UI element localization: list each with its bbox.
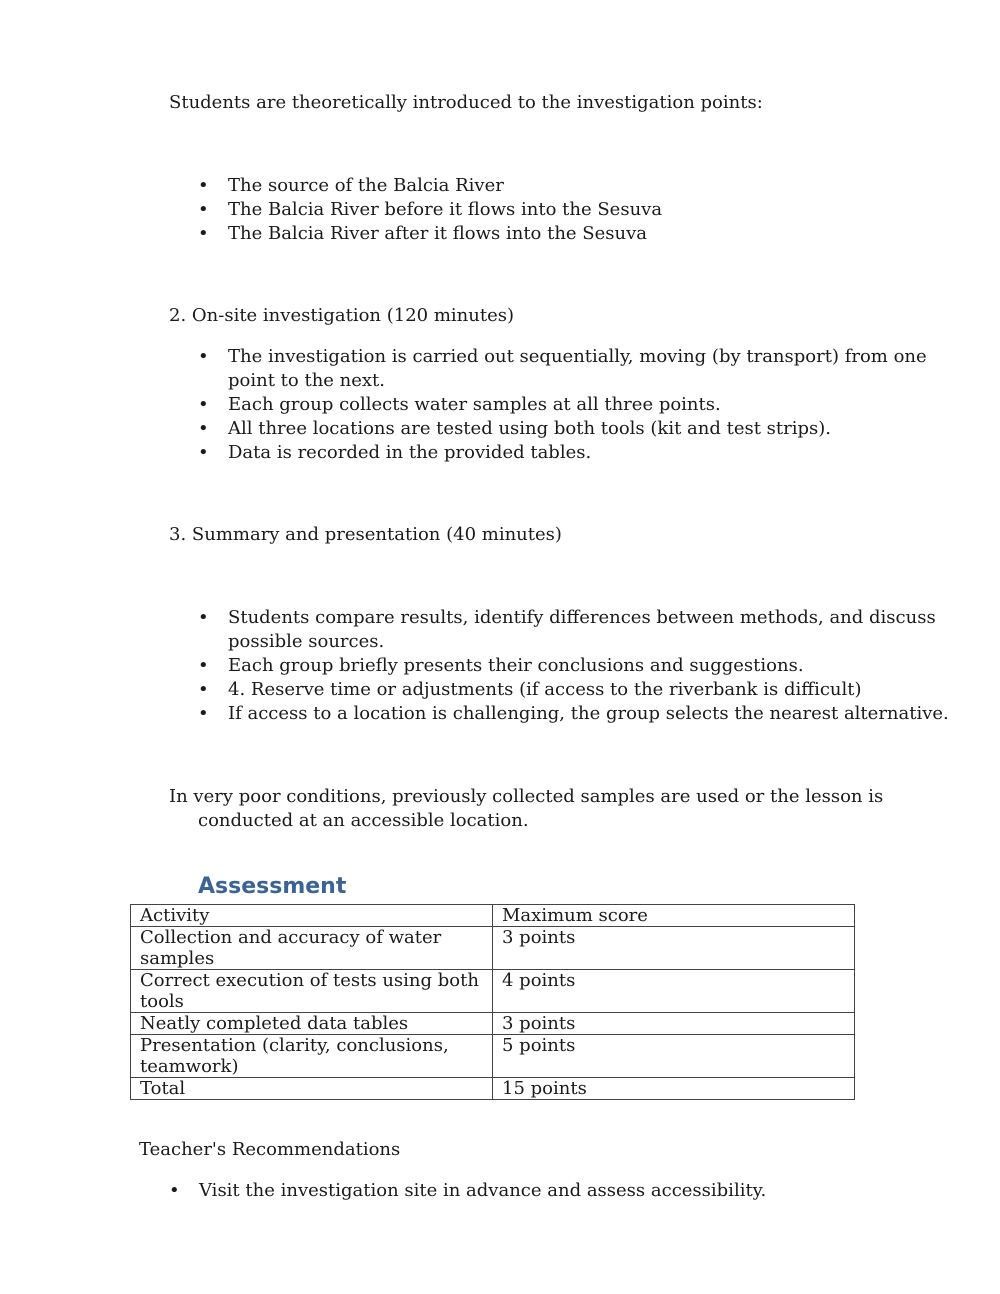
- activity-cell: Correct execution of tests using both tools: [131, 970, 493, 1013]
- list-item-text: Students compare results, identify differences between methods, and discuss possible sources.: [228, 607, 936, 652]
- bullet-icon: •: [169, 1180, 180, 1201]
- poor-conditions-line-1: In very poor conditions, previously collected samples are used or the lesson is: [169, 786, 884, 807]
- table-row: [131, 1078, 855, 1100]
- list-item: [169, 1179, 929, 1203]
- score-cell: 3 points: [493, 1013, 855, 1035]
- list-item: [198, 174, 958, 198]
- list-item: [198, 222, 958, 246]
- poor-conditions-paragraph: [169, 785, 929, 833]
- bullet-icon: •: [198, 223, 209, 244]
- list-item: [198, 345, 958, 393]
- list-item: [198, 702, 958, 726]
- table-row: [131, 1013, 855, 1035]
- bullet-icon: •: [198, 679, 209, 700]
- score-cell: 5 points: [493, 1035, 855, 1078]
- table-row: [131, 1035, 855, 1078]
- bullet-icon: •: [198, 418, 209, 439]
- list-item: [198, 678, 958, 702]
- list-item-text: Visit the investigation site in advance and assess accessibility.: [199, 1180, 767, 1201]
- table-header-cell: Maximum score: [493, 905, 855, 927]
- table-header-cell: Activity: [131, 905, 493, 927]
- list-item-text: 4. Reserve time or adjustments (if access to the riverbank is difficult): [228, 679, 862, 700]
- score-cell: 3 points: [493, 927, 855, 970]
- bullet-icon: •: [198, 175, 209, 196]
- score-cell: 4 points: [493, 970, 855, 1013]
- list-item-text: The Balcia River before it flows into the Sesuva: [228, 199, 663, 220]
- activity-cell: Collection and accuracy of water samples: [131, 927, 493, 970]
- activity-cell: Total: [131, 1078, 493, 1100]
- section-2-list: [198, 345, 958, 465]
- list-item-text: Data is recorded in the provided tables.: [228, 442, 592, 463]
- poor-conditions-line-2: conducted at an accessible location.: [198, 810, 529, 831]
- assessment-heading: Assessment: [198, 874, 347, 899]
- intro-paragraph: Students are theoretically introduced to the investigation points:: [169, 92, 763, 113]
- list-item: [198, 441, 958, 465]
- investigation-points-list: [198, 174, 958, 246]
- bullet-icon: •: [198, 703, 209, 724]
- score-cell: 15 points: [493, 1078, 855, 1100]
- bullet-icon: •: [198, 607, 209, 628]
- activity-cell: Presentation (clarity, conclusions, teamwork): [131, 1035, 493, 1078]
- section-3-title: 3. Summary and presentation (40 minutes): [169, 524, 562, 545]
- list-item-text: The Balcia River after it flows into the Sesuva: [228, 223, 648, 244]
- list-item: [198, 654, 958, 678]
- list-item-text: If access to a location is challenging, the group selects the nearest alternative.: [228, 703, 949, 724]
- list-item-text: All three locations are tested using both tools (kit and test strips).: [228, 418, 832, 439]
- table-header-row: [131, 905, 855, 927]
- section-2-title: 2. On-site investigation (120 minutes): [169, 305, 514, 326]
- table-row: [131, 970, 855, 1013]
- recommendations-list: [169, 1179, 929, 1203]
- list-item: [198, 606, 958, 654]
- list-item-text: The source of the Balcia River: [228, 175, 504, 196]
- bullet-icon: •: [198, 442, 209, 463]
- list-item-text: The investigation is carried out sequentially, moving (by transport) from one point to the next.: [228, 346, 927, 391]
- recommendations-title: Teacher's Recommendations: [139, 1139, 401, 1160]
- bullet-icon: •: [198, 394, 209, 415]
- bullet-icon: •: [198, 199, 209, 220]
- list-item-text: Each group briefly presents their conclusions and suggestions.: [228, 655, 804, 676]
- section-3-list: [198, 606, 958, 726]
- activity-cell: Neatly completed data tables: [131, 1013, 493, 1035]
- list-item: [198, 417, 958, 441]
- list-item-text: Each group collects water samples at all three points.: [228, 394, 721, 415]
- list-item: [198, 198, 958, 222]
- bullet-icon: •: [198, 655, 209, 676]
- list-item: [198, 393, 958, 417]
- table-row: [131, 927, 855, 970]
- assessment-table: [130, 904, 855, 1100]
- bullet-icon: •: [198, 346, 209, 367]
